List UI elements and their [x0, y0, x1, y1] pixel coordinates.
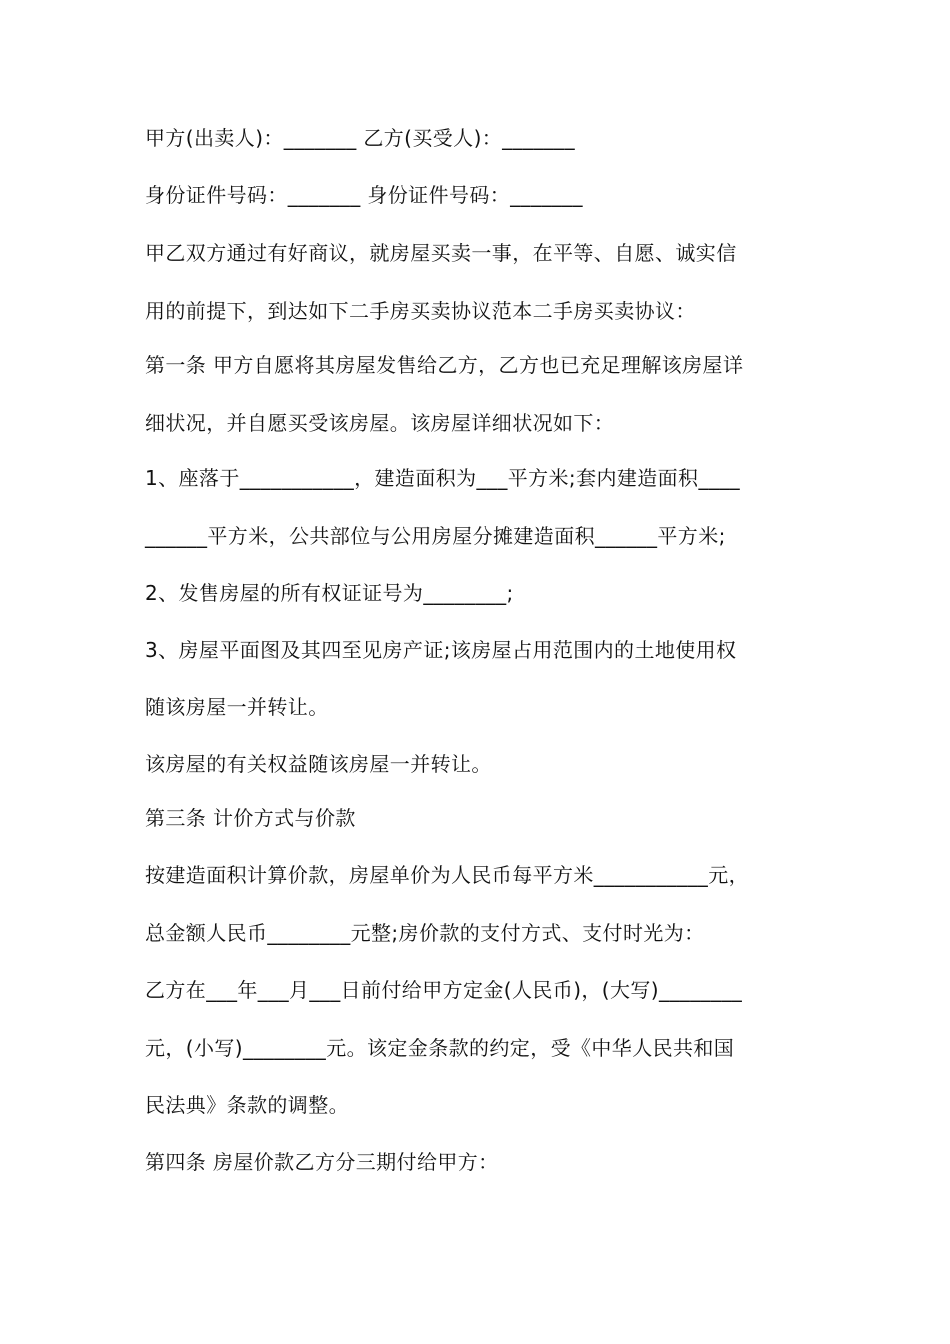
preamble-line-1: 甲乙双方通过有好商议，就房屋买卖一事，在平等、自愿、诚实信	[145, 241, 737, 265]
article-4-heading: 第四条 房屋价款乙方分三期付给甲方：	[145, 1150, 499, 1174]
article-3-heading: 第三条 计价方式与价款	[145, 806, 356, 830]
deposit-line-2: 元，(小写)________元。该定金条款的约定，受《中华人民共和国	[145, 1036, 735, 1060]
clause-3-line-1: 3、房屋平面图及其四至见房产证;该房屋占用范围内的土地使用权	[145, 638, 737, 662]
deposit-line-3: 民法典》条款的调整。	[145, 1093, 349, 1117]
clause-3-line-2: 随该房屋一并转让。	[145, 695, 329, 719]
clause-1-line-2: ______平方米，公共部位与公用房屋分摊建造面积______平方米;	[145, 524, 726, 548]
id-number-line: 身份证件号码：_______ 身份证件号码：_______	[145, 183, 583, 207]
rights-transfer-line: 该房屋的有关权益随该房屋一并转让。	[145, 752, 492, 776]
article-1-line-1: 第一条 甲方自愿将其房屋发售给乙方，乙方也已充足理解该房屋详	[145, 353, 744, 377]
party-names-line: 甲方(出卖人)：_______ 乙方(买受人)：_______	[145, 126, 575, 150]
clause-2-line: 2、发售房屋的所有权证证号为________;	[145, 581, 514, 605]
article-1-line-2: 细状况，并自愿买受该房屋。该房屋详细状况如下：	[145, 411, 615, 435]
pricing-line-1: 按建造面积计算价款，房屋单价为人民币每平方米___________元，	[145, 863, 749, 887]
preamble-line-2: 用的前提下，到达如下二手房买卖协议范本二手房买卖协议：	[145, 299, 696, 323]
clause-1-line-1: 1、座落于___________，建造面积为___平方米;套内建造面积____	[145, 466, 741, 490]
deposit-line-1: 乙方在___年___月___日前付给甲方定金(人民币)，(大写)________	[145, 978, 743, 1002]
pricing-line-2: 总金额人民币________元整;房价款的支付方式、支付时光为：	[145, 921, 705, 945]
